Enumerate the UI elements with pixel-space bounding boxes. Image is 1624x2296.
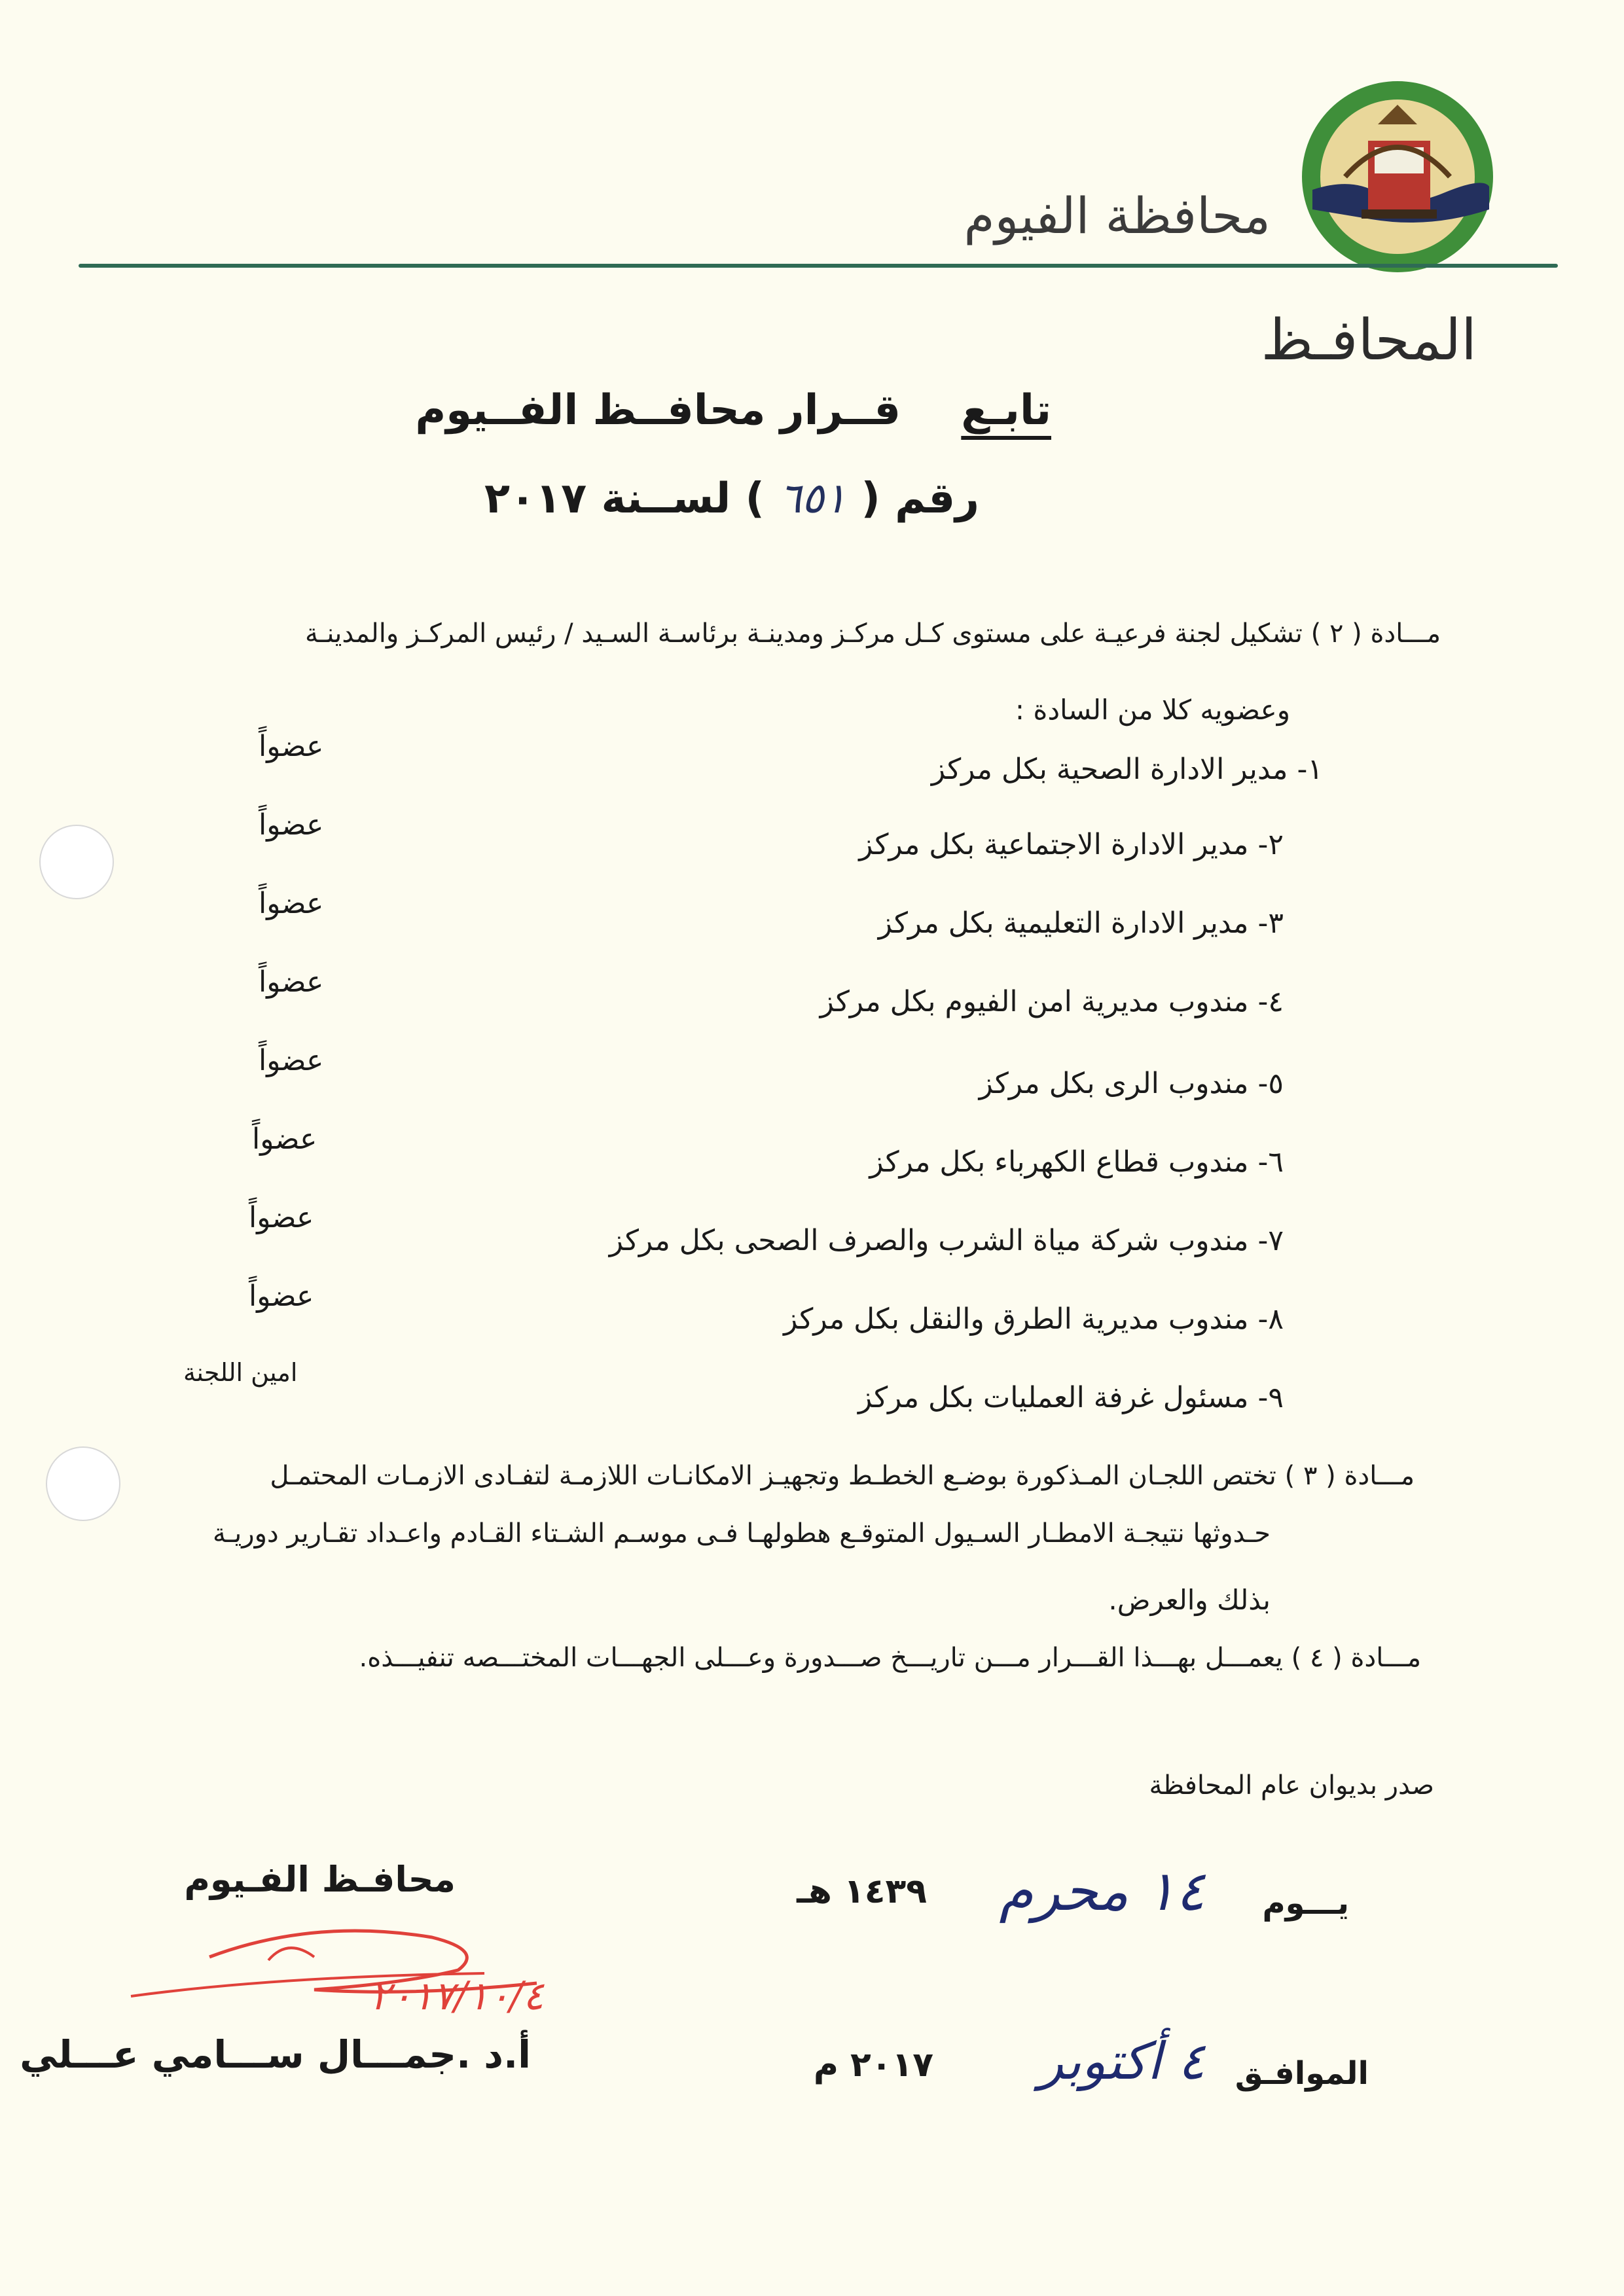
member-item-4: ٤- مندوب مديرية امن الفيوم بكل مركز [820,985,1284,1018]
issued-at-text: صدر بديوان عام المحافظة [1149,1770,1434,1801]
article-3-line-2: حـدوثها نتيجـة الامطـار السـيول المتوقـع هطولهـا فـى موسـم الشـتاء القـادم واعـداد تقـارير دوريـة [212,1518,1271,1549]
article-2-line-2: وعضويه كلا من السادة : [1015,694,1290,726]
member-role-2: عضواً [259,808,324,842]
member-role-6: عضواً [252,1122,317,1156]
decision-title-text: قــرار محافــظ الفــيوم [415,386,901,435]
member-role-5: عضواً [259,1044,324,1077]
member-item-2: ٢- مدير الادارة الاجتماعية بكل مركز [859,828,1284,861]
member-item-3: ٣- مدير الادارة التعليمية بكل مركز [878,906,1284,940]
day-label: يـــوم [1262,1885,1349,1922]
decision-number-handwritten: ٦٥١ [779,475,847,523]
member-item-1: ١- مدير الادارة الصحية بكل مركز [931,753,1323,786]
punch-hole [46,1446,120,1521]
article-2-line-1: مـــادة ( ٢ ) تشكيل لجنة فرعيـة على مستوى كـل مركـز ومدينـة برئاسـة السـيد / رئيس المركـز والمدينـة [305,619,1441,649]
article-3-line-3: بذلك والعرض. [1108,1584,1271,1616]
signature-date-handwritten: ٢٠١٧/١٠/٤ [369,1973,544,2019]
member-item-6: ٦- مندوب قطاع الكهرباء بكل مركز [869,1145,1284,1179]
governorate-seal-icon [1299,79,1496,275]
article-3-line-1: مـــادة ( ٣ ) تختص اللجـان المـذكورة بوضـع الخطـط وتجهيـز الامكانـات اللازمـة لتفـادى الازمـات المحتمـل [270,1461,1415,1491]
decision-number [484,475,979,523]
punch-hole [39,825,114,899]
gregorian-year: ٢٠١٧ م [813,2045,933,2085]
hijri-year: ١٤٣٩ هـ [797,1872,927,1911]
member-item-8: ٨- مندوب مديرية الطرق والنقل بكل مركز [784,1302,1284,1336]
member-role-1: عضواً [259,730,324,763]
decision-title [415,386,1051,435]
agreed-value-handwritten: ٤ أكتوبر [1038,2032,1205,2091]
signer-title: محافـظ الفـيوم [184,1859,456,1900]
agreed-label: الموافـق [1235,2055,1369,2092]
member-role-3: عضواً [259,887,324,920]
decision-number-prefix: رقم ( [861,475,979,523]
office-title: المحافـظ [1261,308,1477,373]
member-item-7: ٧- مندوب شركة مياة الشرب والصرف الصحى بكل مركز [609,1224,1284,1257]
article-4-line-1: مـــادة ( ٤ ) يعمـــل بهـــذا القـــرار مـــن تاريـــخ صـــدورة وعـــلى الجهـــات المختـــصه تنفيـــذه. [359,1643,1421,1673]
member-role-8: عضواً [249,1280,314,1313]
member-role-7: عضواً [249,1201,314,1234]
member-item-9: ٩- مسئول غرفة العمليات بكل مركز [857,1381,1284,1414]
decision-number-suffix: ) لســنة ٢٠١٧ [484,475,765,523]
signer-name: أ.د .جمـــال ســـامي عـــلي [20,2032,531,2077]
member-role-4: عضواً [259,965,324,999]
follow-label: تابـع [961,386,1051,435]
governorate-name: محافظة الفيوم [964,187,1271,245]
header-divider [79,264,1558,268]
member-item-5: ٥- مندوب الرى بكل مركز [979,1067,1284,1100]
day-value-handwritten: ١٤ محرم [999,1859,1205,1923]
member-role-9: امين اللجنة [183,1358,298,1387]
